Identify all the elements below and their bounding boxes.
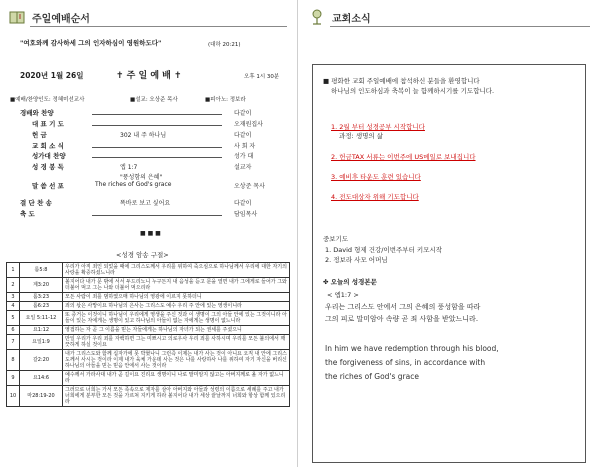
verse-text: 또 증거는 이것이니 하나님이 우리에게 영생을 주신 것과 이 생명이 그의 아들 안에 있는 그것이니라 아들이 있는 자에게는 생명이 있고 하나님의 아들이 없는 자에게는 생명이 없느니라 (63, 311, 290, 326)
order-row (0, 162, 298, 172)
verse-row (7, 293, 290, 302)
sermon-title-kr: "풍성함의 은혜" (120, 174, 163, 181)
verse-text: 우리가 아직 죄인 되었을 때에 그리스도께서 우리를 위하여 죽으심으로 하나님께서 우리에 대한 자기의 사랑을 확증하셨느니라 (63, 263, 290, 278)
motto: "여호와께 감사하세 그의 인자하심이 영원하도다" (20, 39, 162, 47)
leaders-piano: ■피아노: 정보라 (205, 97, 246, 103)
news-box (312, 64, 586, 463)
news-item: 1. 2월 부터 성경공부 시작합니다 (331, 123, 425, 131)
verse-number: 6 (7, 326, 20, 335)
verse-row (7, 350, 290, 371)
order-line (92, 215, 222, 216)
header-rule (330, 26, 590, 27)
header-rule (30, 26, 287, 27)
bible-icon (8, 8, 26, 26)
closing-item: 결 단 찬 송 (20, 199, 52, 207)
verse-number: 1 (7, 263, 20, 278)
verse-row (7, 311, 290, 326)
verse-text: 영접하는 자 곧 그 이름을 믿는 자들에게는 하나님의 자녀가 되는 권세를 주셨으니 (63, 326, 290, 335)
lamp-icon (308, 8, 326, 26)
order-line (92, 147, 222, 148)
section-dots: ■ ■ ■ (140, 230, 161, 237)
verse-reference: 마28:19-20 (20, 386, 63, 407)
prayer-title: 중보기도 (323, 235, 349, 243)
order-of-worship-page (0, 0, 298, 467)
news-item: 4. 전도대상자 위해 기도합니다 (331, 193, 419, 201)
news-item: 3. 예비후 타운도 훈련 있습니다 (331, 173, 421, 181)
order-line (92, 125, 222, 126)
verse-row (7, 302, 290, 311)
order-item: 성가대 찬양 (32, 152, 66, 160)
verse-number: 8 (7, 350, 20, 371)
sermon-title-en: The riches of God's grace (95, 181, 172, 188)
today-scripture-en-1: In him we have redemption through his blood, (325, 344, 499, 353)
leaders-sermon: ■설교: 오상준 목사 (130, 97, 178, 103)
verse-reference: 갈2:20 (20, 350, 63, 371)
verse-reference: 롬3:23 (20, 293, 63, 302)
closing-item: 축 도 (20, 210, 35, 218)
verse-reference: 요14:6 (20, 371, 63, 386)
today-scripture-kr-1: 우리는 그리스도 안에서 그의 은혜의 풍성함을 따라 (325, 303, 481, 311)
news-header-title: 교회소식 (332, 14, 371, 25)
order-middle: 302 내 주 하나님 (120, 132, 167, 139)
verse-number: 5 (7, 311, 20, 326)
order-item: 헌 금 (32, 131, 47, 139)
order-header (8, 6, 293, 30)
verse-number: 3 (7, 293, 20, 302)
today-scripture-kr-2: 그의 피로 말미암아 속량 곧 죄 사함을 받았느니라. (325, 315, 479, 323)
order-row (0, 108, 298, 118)
service-time: 오후 1시 30분 (244, 74, 280, 80)
order-line (92, 157, 222, 158)
verse-text: 만일 우리가 우리 죄를 자백하면 그는 미쁘시고 의로우사 우리 죄를 사하시며 우리를 모든 불의에서 깨끗하게 하실 것이요 (63, 335, 290, 350)
closing-middle: 똑바로 보고 싶어요 (120, 200, 171, 207)
verse-row (7, 386, 290, 407)
today-scripture-ref: < 엡1:7 > (327, 291, 359, 299)
today-scripture-en-3: the riches of God's grace (325, 372, 419, 381)
verse-row (7, 371, 290, 386)
service-title: ✝ 주 일 예 배 ✝ (116, 71, 182, 81)
order-row (0, 130, 298, 140)
service-date: 2020년 1월 26일 (20, 71, 84, 80)
verse-row (7, 335, 290, 350)
verse-text: 예수께서 가라사대 내가 곧 길이요 진리요 생명이니 나로 말미암지 않고는 아버지께로 올 자가 없느니라 (63, 371, 290, 386)
leaders-worship: ■예배/찬양인도: 정혜미선교사 (10, 97, 85, 103)
motto-reference: (대하 20:21) (208, 42, 241, 48)
order-item: 성 경 봉 독 (32, 163, 64, 171)
verse-text: 내가 그리스도와 함께 십자가에 못 박혔나니 그런즉 이제는 내가 사는 것이 아니요 오직 내 안에 그리스도께서 사시는 것이라 이제 내가 육체 가운데 사는 것은 나를 사랑하사 나를 위하여 자기 자신을 버리신 하나님의 아들을 믿는 믿음 안에서 사는 것이라 (63, 350, 290, 371)
order-leader: 설교자 (234, 164, 252, 171)
verse-reference: 요일 5:11-12 (20, 311, 63, 326)
today-scripture-en-2: the forgiveness of sins, in accordance with (325, 358, 486, 367)
order-row (0, 119, 298, 129)
verse-reference: 요일1:9 (20, 335, 63, 350)
today-scripture-title: ✤ 오늘의 성경본문 (323, 278, 377, 286)
order-leader: 다같이 (234, 132, 252, 139)
order-header-title: 주일예배순서 (32, 14, 90, 25)
order-row (0, 141, 298, 151)
sermon-preacher: 오상준 목사 (234, 183, 265, 190)
sermon-label: 말 씀 선 포 (32, 182, 64, 190)
verse-reference: 요1:12 (20, 326, 63, 335)
verse-reference: 롬6:23 (20, 302, 63, 311)
verse-text: 볼지어다 내가 문 밖에 서서 두드리노니 누구든지 내 음성을 듣고 문을 열면 내가 그에게로 들어가 그와 더불어 먹고 그는 나와 더불어 먹으리라 (63, 278, 290, 293)
verse-number: 9 (7, 371, 20, 386)
prayer-item: 1. David 형제 건강/이번주부터 키모시작 (325, 246, 443, 254)
verse-text: 죄의 삯은 사망이요 하나님의 은사는 그리스도 예수 우리 주 안에 있는 영생이니라 (63, 302, 290, 311)
verse-number: 4 (7, 302, 20, 311)
verse-row (7, 263, 290, 278)
verse-number: 10 (7, 386, 20, 407)
verse-text: 그러므로 너희는 가서 모든 족속으로 제자를 삼아 아버지와 아들과 성령의 이름으로 세례를 주고 내가 너희에게 분부한 모든 것을 가르쳐 지키게 하라 볼지어다 내가 세상 끝날까지 너희와 항상 함께 있으리라 (63, 386, 290, 407)
verse-row (7, 278, 290, 293)
verse-table-title: <성경 암송 구절> (116, 251, 169, 259)
prayer-item: 2. 정보라 사모 어머님 (325, 256, 388, 264)
closing-leader: 다같이 (234, 200, 252, 207)
welcome-line-1: ■ 평화한 교회 주일예배에 참석하신 분들을 환영합니다 (323, 77, 480, 85)
welcome-line-2: 하나님의 인도하심과 축복이 늘 함께하시기를 기도합니다. (331, 87, 495, 95)
closing-row (0, 209, 298, 219)
order-item: 교 회 소 식 (32, 142, 64, 150)
closing-row (0, 198, 298, 208)
order-item: 대 표 기 도 (32, 120, 64, 128)
verse-row (7, 326, 290, 335)
order-line (92, 114, 222, 115)
memory-verse-table (6, 262, 290, 407)
order-leader: 다같이 (234, 110, 252, 117)
verse-number: 7 (7, 335, 20, 350)
order-row (0, 151, 298, 161)
order-leader: 사 회 자 (234, 143, 256, 150)
order-leader: 성가 대 (234, 153, 254, 160)
order-leader: 오재원집사 (234, 121, 263, 128)
news-item: 2. 헌금TAX 서류는 이번주에 US메일로 보내집니다 (331, 153, 476, 161)
verse-number: 2 (7, 278, 20, 293)
news-item-detail: 과정: 생명의 삶 (339, 132, 383, 140)
church-news-page (300, 0, 600, 467)
order-middle: 엡 1:7 (120, 164, 138, 171)
news-header (308, 6, 596, 30)
verse-reference: 롬5:8 (20, 263, 63, 278)
order-item: 경배와 찬양 (20, 109, 54, 117)
verse-reference: 계3:20 (20, 278, 63, 293)
verse-text: 모든 사람이 죄를 범하였으매 하나님의 영광에 이르지 못하더니 (63, 293, 290, 302)
closing-leader: 담임목사 (234, 211, 258, 218)
